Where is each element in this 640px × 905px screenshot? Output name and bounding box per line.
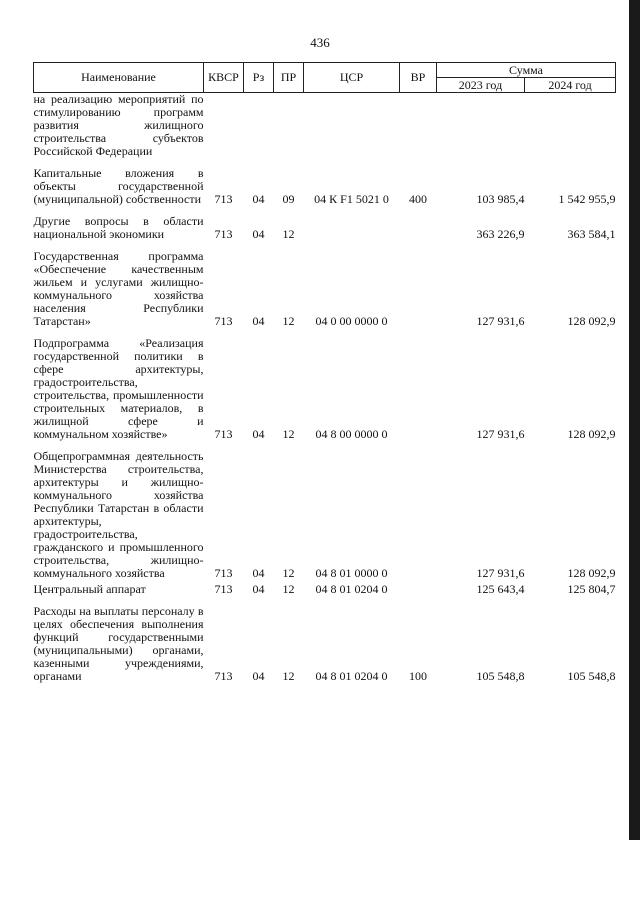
row-sum-2024: 128 092,9 [567, 566, 616, 580]
row-sum-2023: 103 985,4 [476, 192, 525, 206]
row-csr: 04 8 01 0204 0 [315, 669, 388, 683]
row-sum-2023: 127 931,6 [476, 314, 525, 328]
row-csr [304, 93, 400, 159]
row-sum-2023 [437, 93, 525, 159]
row-vr [400, 93, 437, 159]
row-name: Центральный аппарат [33, 582, 146, 596]
row-vr [400, 215, 437, 241]
row-csr: 04 К F1 5021 0 [314, 192, 389, 206]
page-number: 436 [310, 35, 330, 50]
row-kvsr: 713 [214, 227, 233, 241]
row-name: Капитальные вложения в объекты государственной (муниципальной) собственности [33, 166, 204, 206]
row-kvsr: 713 [214, 669, 233, 683]
header-vr: ВР [400, 63, 437, 93]
row-vr [400, 250, 437, 328]
row-csr [304, 215, 400, 241]
row-pr: 12 [282, 566, 295, 580]
row-csr: 04 8 01 0000 0 [315, 566, 388, 580]
row-rz: 04 [252, 582, 265, 596]
table-row [34, 337, 616, 441]
row-kvsr: 713 [214, 566, 233, 580]
header-year-2023: 2023 год [437, 78, 525, 93]
table-row [34, 605, 616, 683]
header-year-2024: 2024 год [525, 78, 616, 93]
row-rz: 04 [252, 192, 265, 206]
row-sum-2024: 128 092,9 [567, 427, 616, 441]
row-sum-2024: 128 092,9 [567, 314, 616, 328]
row-kvsr [204, 93, 244, 159]
row-sum-2023: 127 931,6 [476, 427, 525, 441]
row-rz: 04 [252, 427, 265, 441]
row-csr: 04 8 01 0204 0 [315, 582, 388, 596]
row-kvsr: 713 [214, 582, 233, 596]
row-pr [274, 93, 304, 159]
row-vr: 100 [409, 669, 427, 683]
row-pr: 12 [282, 582, 295, 596]
table-row [34, 93, 616, 159]
row-vr: 400 [409, 192, 427, 206]
row-rz: 04 [252, 227, 265, 241]
row-vr [400, 450, 437, 580]
header-sum: Сумма [437, 63, 616, 78]
row-rz: 04 [252, 566, 265, 580]
row-vr [400, 337, 437, 441]
table-row [34, 583, 616, 596]
row-sum-2023: 105 548,8 [476, 669, 525, 683]
row-pr: 12 [282, 314, 295, 328]
row-rz: 04 [252, 314, 265, 328]
row-kvsr: 713 [214, 192, 233, 206]
row-name: Расходы на выплаты персоналу в целях обеспечения выполнения функций государственными (муниципальными) органами, казенными учреждениями, органами [33, 604, 204, 683]
row-vr [400, 583, 437, 596]
row-sum-2024: 105 548,8 [567, 669, 616, 683]
header-pr: ПР [274, 63, 304, 93]
row-name: Общепрограммная деятельность Министерства строительства, архитектуры и жилищно-коммунального хозяйства Республики Татарстан в области архитектуры, градостроительства, гражданского и промышленного строительства, жилищно-коммунального хозяйства [33, 449, 204, 580]
row-pr: 12 [282, 227, 295, 241]
row-rz: 04 [252, 669, 265, 683]
row-name: Другие вопросы в области национальной экономики [33, 214, 204, 241]
row-sum-2024 [525, 93, 616, 159]
row-sum-2023: 127 931,6 [476, 566, 525, 580]
table-row [34, 250, 616, 328]
row-name: Подпрограмма «Реализация государственной политики в сфере архитектуры, градостроительства, строительства, промышленности строительных материалов, в жилищной сфере и коммунальном хозяйстве» [33, 336, 204, 441]
row-kvsr: 713 [214, 427, 233, 441]
header-kvsr: КВСР [204, 63, 244, 93]
table-row [34, 215, 616, 241]
table-row [34, 450, 616, 580]
row-sum-2024: 1 542 955,9 [558, 192, 616, 206]
row-pr: 12 [282, 669, 295, 683]
row-sum-2023: 363 226,9 [476, 227, 525, 241]
header-csr: ЦСР [304, 63, 400, 93]
scan-edge-bar [629, 0, 640, 840]
row-rz [244, 93, 274, 159]
header-name: Наименование [34, 63, 204, 93]
row-pr: 12 [282, 427, 295, 441]
row-sum-2023: 125 643,4 [476, 582, 525, 596]
budget-table [33, 62, 616, 683]
table-row [34, 167, 616, 206]
row-kvsr: 713 [214, 314, 233, 328]
row-name: Государственная программа «Обеспечение качественным жильем и услугами жилищно-коммунального хозяйства населения Республики Татарстан» [33, 249, 204, 328]
header-rz: Рз [244, 63, 274, 93]
row-sum-2024: 125 804,7 [567, 582, 616, 596]
row-pr: 09 [282, 192, 295, 206]
row-sum-2024: 363 584,1 [567, 227, 616, 241]
row-name: на реализацию мероприятий по стимулированию программ развития жилищного строительства субъектов Российской Федерации [33, 92, 204, 158]
row-csr: 04 8 00 0000 0 [315, 427, 388, 441]
row-csr: 04 0 00 0000 0 [315, 314, 388, 328]
